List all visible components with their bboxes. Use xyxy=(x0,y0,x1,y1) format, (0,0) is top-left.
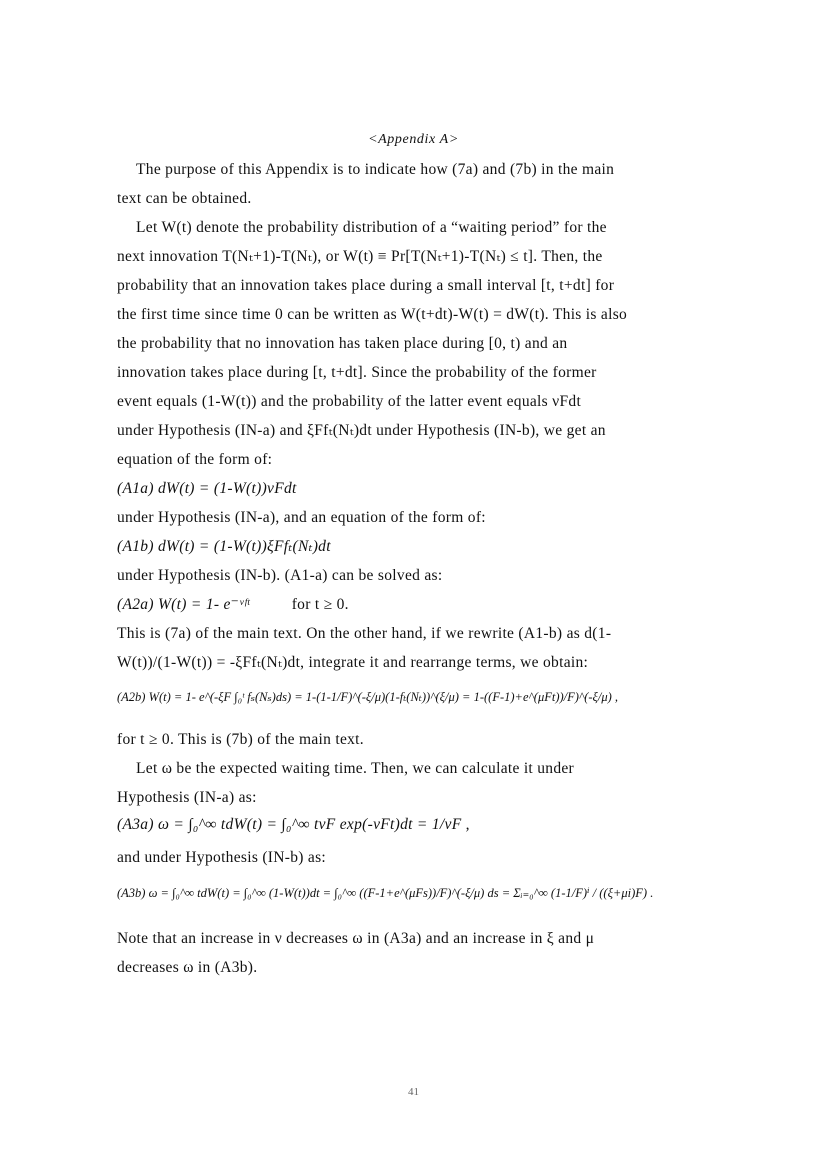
text-line-19: W(t))/(1-W(t)) = -ξFfₜ(Nₜ)dt, integrate it and rearrange terms, we obtain: xyxy=(117,654,589,671)
equation-a2a-condition: for t ≥ 0. xyxy=(291,596,349,613)
equation-a3a: (A3a) ω = ∫₀^∞ tdW(t) = ∫₀^∞ tνF exp(-νFt)dt = 1/νF , xyxy=(117,816,470,833)
appendix-heading: <Appendix A> xyxy=(368,132,459,147)
text-line-13: under Hypothesis (IN-a), and an equation of the form of: xyxy=(117,509,486,526)
text-line-11: equation of the form of: xyxy=(117,451,273,468)
text-line-2: text can be obtained. xyxy=(117,190,252,207)
text-line-18: This is (7a) of the main text. On the other hand, if we rewrite (A1-b) as d(1- xyxy=(117,625,612,642)
text-line-3: Let W(t) denote the probability distribution of a “waiting period” for the xyxy=(136,219,607,236)
text-line-15: under Hypothesis (IN-b). (A1-a) can be solved as: xyxy=(117,567,443,584)
equation-a2a: (A2a) W(t) = 1- e⁻ᵛᶠᵗ xyxy=(117,596,250,613)
equation-a2a-row xyxy=(117,596,349,614)
equation-a1a: (A1a) dW(t) = (1-W(t))νFdt xyxy=(117,480,297,497)
text-line-10: under Hypothesis (IN-a) and ξFfₜ(Nₜ)dt under Hypothesis (IN-b), we get an xyxy=(117,422,606,439)
text-line-27: Note that an increase in ν decreases ω in (A3a) and an increase in ξ and μ xyxy=(117,930,595,947)
text-line-7: the probability that no innovation has taken place during [0, t) and an xyxy=(117,335,568,352)
page-number: 41 xyxy=(408,1086,419,1098)
text-line-23: Hypothesis (IN-a) as: xyxy=(117,789,257,806)
text-line-25: and under Hypothesis (IN-b) as: xyxy=(117,849,327,866)
equation-a1b: (A1b) dW(t) = (1-W(t))ξFfₜ(Nₜ)dt xyxy=(117,538,331,555)
equation-a2b: (A2b) W(t) = 1- e^(-ξF ∫₀ᵗ fₛ(Nₛ)ds) = 1-(1-1/F)^(-ξ/μ)(1-fₜ(Nₜ))^(ξ/μ) = 1-((F-1)+e^(μFt))/F)^(-ξ/μ) , xyxy=(117,690,619,704)
text-line-5: probability that an innovation takes place during a small interval [t, t+dt] for xyxy=(117,277,615,294)
text-line-21: for t ≥ 0. This is (7b) of the main text. xyxy=(117,731,364,748)
text-line-22: Let ω be the expected waiting time. Then, we can calculate it under xyxy=(136,760,575,777)
text-line-4: next innovation T(Nₜ+1)-T(Nₜ), or W(t) ≡ Pr[T(Nₜ+1)-T(Nₜ) ≤ t]. Then, the xyxy=(117,248,603,265)
text-line-1: The purpose of this Appendix is to indicate how (7a) and (7b) in the main xyxy=(136,161,615,178)
text-line-6: the first time since time 0 can be written as W(t+dt)-W(t) = dW(t). This is also xyxy=(117,306,628,323)
text-line-9: event equals (1-W(t)) and the probability of the latter event equals νFdt xyxy=(117,393,582,410)
text-line-28: decreases ω in (A3b). xyxy=(117,959,258,976)
equation-a3b: (A3b) ω = ∫₀^∞ tdW(t) = ∫₀^∞ (1-W(t))dt = ∫₀^∞ ((F-1+e^(μFs))/F)^(-ξ/μ) ds = Σᵢ₌₀^∞ (1-1/F)ⁱ / ((ξ+μi)F) . xyxy=(117,886,654,900)
text-line-8: innovation takes place during [t, t+dt]. Since the probability of the former xyxy=(117,364,597,381)
